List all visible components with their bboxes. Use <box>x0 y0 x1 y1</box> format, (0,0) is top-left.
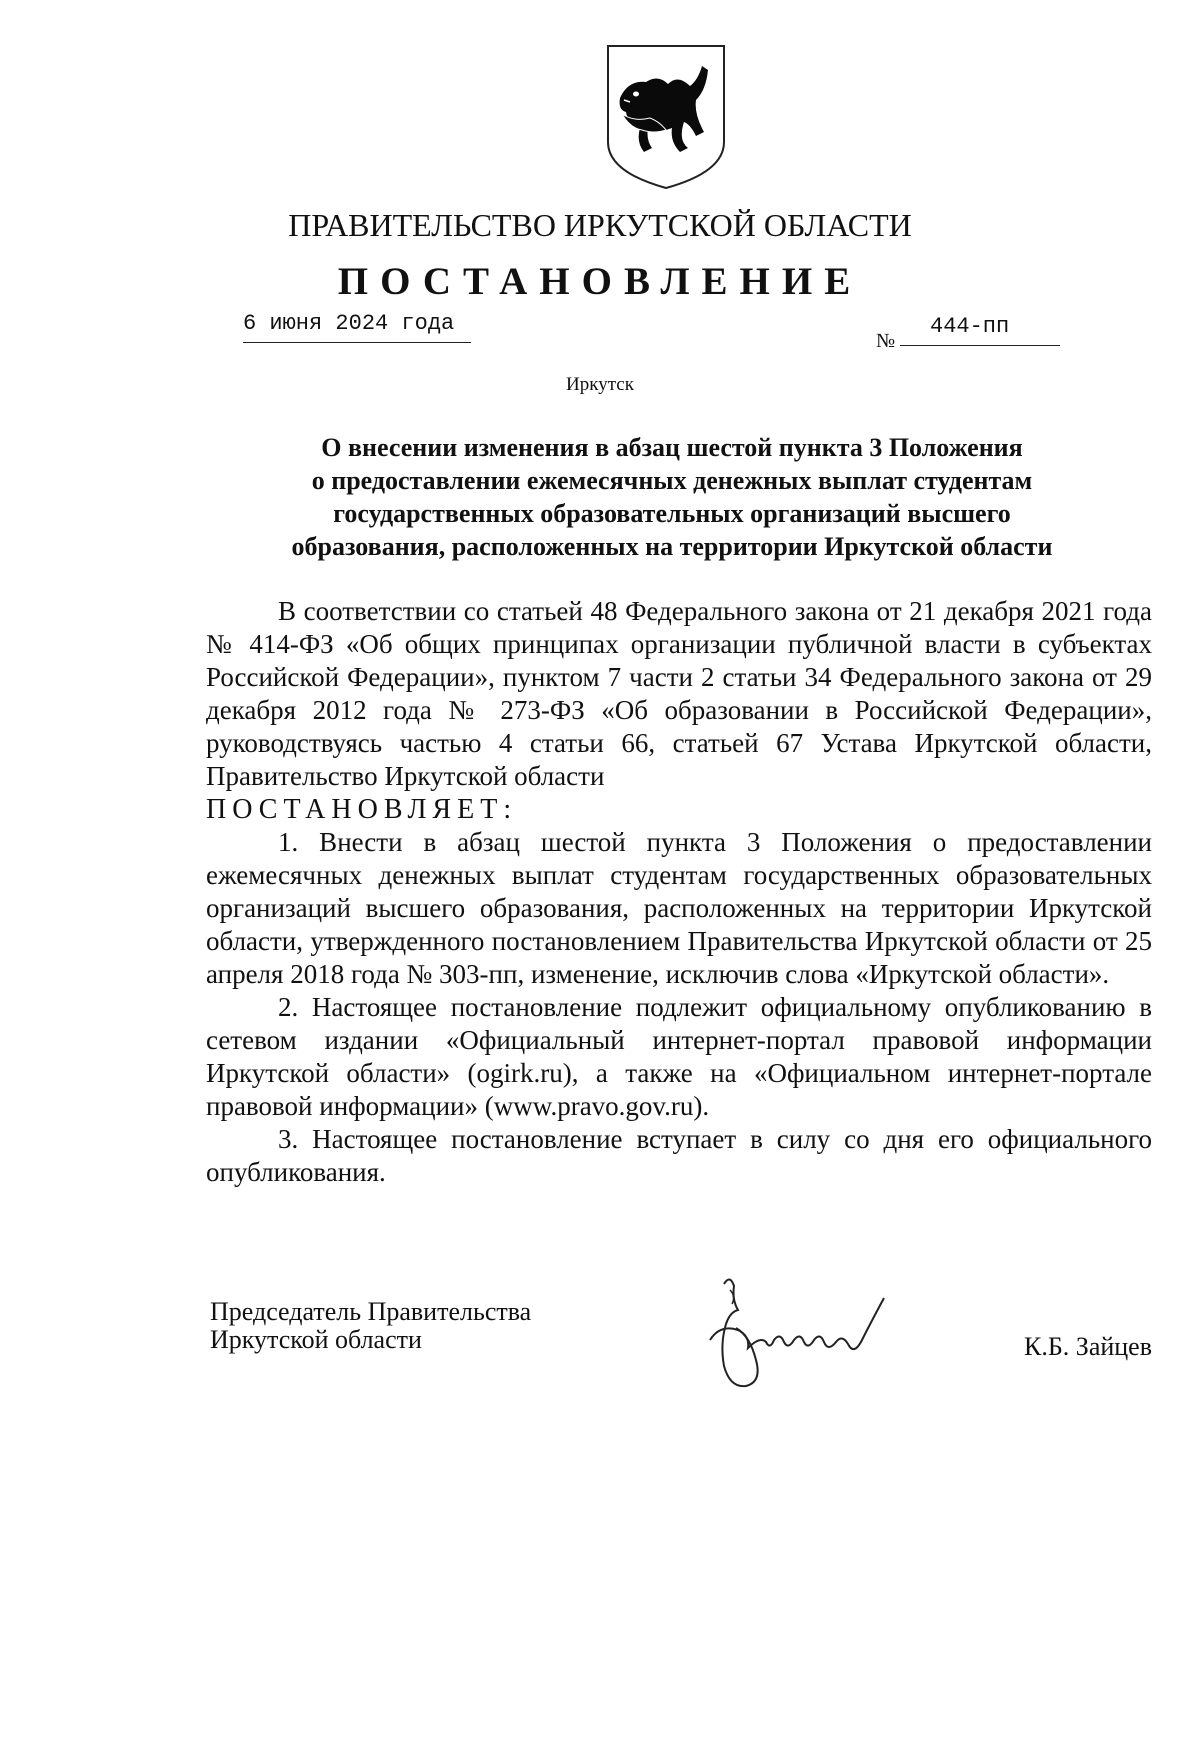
document-title <box>230 431 1114 563</box>
title-line: образования, расположенных на территории Иркутской области <box>291 532 1053 561</box>
title-line: о предоставлении ежемесячных денежных выплат студентам <box>311 466 1033 495</box>
decree-word: ПОСТАНОВЛЯЕТ: <box>206 794 518 825</box>
signer-position <box>210 1298 531 1354</box>
document-type: ПОСТАНОВЛЕНИЕ <box>337 260 863 303</box>
city: Иркутск <box>566 374 634 395</box>
signer-position-line: Председатель Правительства <box>210 1297 532 1326</box>
item-3-paragraph: 3. Настоящее постановление вступает в силу со дня его официального опубликования. <box>206 1124 1152 1187</box>
coat-of-arms-emblem <box>606 44 726 190</box>
item-2-paragraph: 2. Настоящее постановление подлежит официальному опубликованию в сетевом издании «Официальный интернет-портал правовой информации Иркутской области» (ogirk.ru), а также на «Официальном интернет-портале правовой информации» (www.pravo.gov.ru). <box>206 992 1152 1121</box>
preamble-paragraph: В соответствии со статьей 48 Федерального закона от 21 декабря 2021 года № 414-ФЗ «Об общих принципах организации публичной власти в субъектах Российской Федерации», пунктом 7 части 2 статьи 34 Федерального закона от 29 декабря 2012 года № 273-ФЗ «Об образовании в Российской Федерации», руководствуясь частью 4 статьи 66, статьей 67 Устава Иркутской области, Правительство Иркутской области <box>206 596 1152 791</box>
title-line: государственных образовательных организаций высшего <box>333 499 1011 528</box>
document-body <box>206 595 1152 1189</box>
title-line: О внесении изменения в абзац шестой пункта 3 Положения <box>321 433 1023 462</box>
signer-name: К.Б. Зайцев <box>1024 1332 1152 1361</box>
document-date: 6 июня 2024 года <box>243 311 471 343</box>
item-1-paragraph: 1. Внести в абзац шестой пункта 3 Положения о предоставлении ежемесячных денежных выплат студентам государственных образовательных организаций высшего образования, расположенных на территории Иркутской области, утвержденного постановлением Правительства Иркутской области от 25 апреля 2018 года № 303-пп, изменение, исключив слова «Иркутской области». <box>206 827 1152 989</box>
signature-icon <box>690 1270 920 1410</box>
document-number: 444-пп <box>900 314 1060 346</box>
government-name: ПРАВИТЕЛЬСТВО ИРКУТСКОЙ ОБЛАСТИ <box>288 207 912 243</box>
decree-line <box>206 793 1152 826</box>
babr-emblem-icon <box>606 44 726 190</box>
number-sign: № <box>876 330 896 352</box>
signer-position-line: Иркутской области <box>210 1325 422 1354</box>
